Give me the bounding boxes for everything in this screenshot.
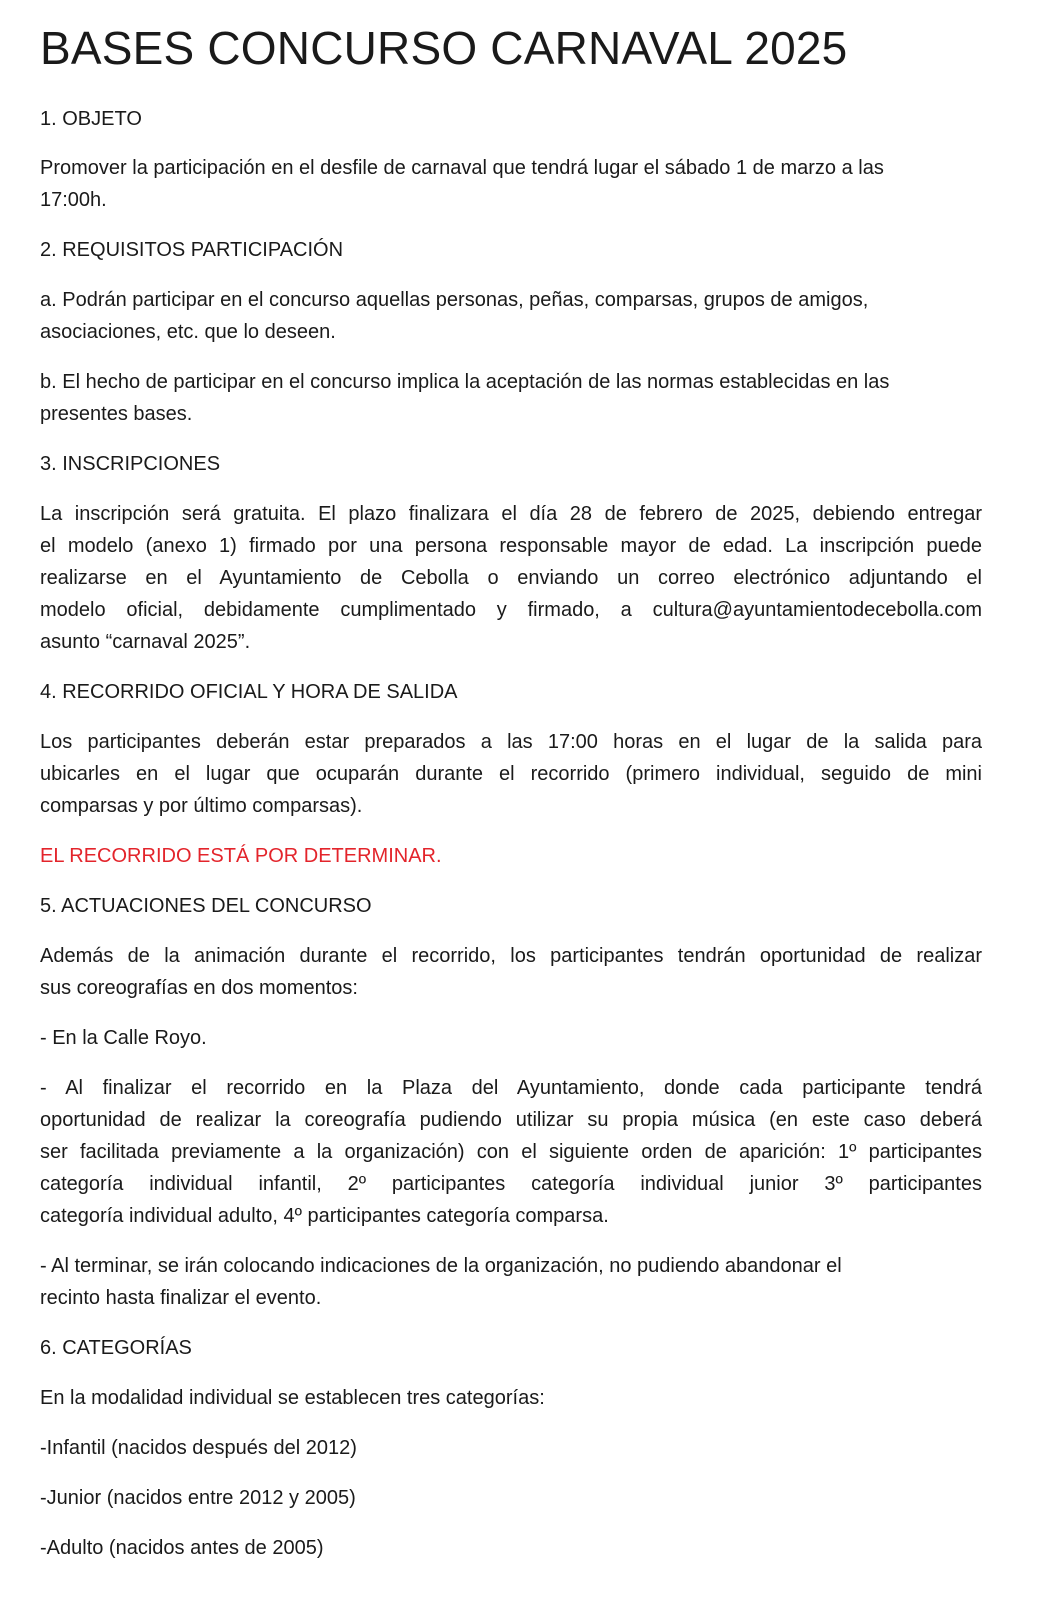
recorrido-line-3: comparsas y por último comparsas). (40, 795, 363, 817)
actuaciones-item-plaza-line-5: categoría individual adulto, 4º participantes categoría comparsa. (40, 1205, 609, 1227)
document-title: BASES CONCURSO CARNAVAL 2025 (40, 22, 848, 74)
actuaciones-item-terminar-line-2: recinto hasta finalizar el evento. (40, 1287, 322, 1309)
categoria-junior: -Junior (nacidos entre 2012 y 2005) (40, 1487, 356, 1509)
categoria-infantil: -Infantil (nacidos después del 2012) (40, 1437, 357, 1459)
requisito-a-line-2: asociaciones, etc. que lo deseen. (40, 321, 336, 343)
inscripciones-line-1: La inscripción será gratuita. El plazo finalizara el día 28 de febrero de 2025, debiendo entregar (40, 503, 982, 525)
inscripciones-line-3: realizarse en el Ayuntamiento de Cebolla o enviando un correo electrónico adjuntando el (40, 567, 982, 589)
categorias-intro: En la modalidad individual se establecen tres categorías: (40, 1387, 545, 1409)
recorrido-notice: EL RECORRIDO ESTÁ POR DETERMINAR. (40, 845, 442, 867)
objeto-text-line-1: Promover la participación en el desfile de carnaval que tendrá lugar el sábado 1 de marzo a las (40, 157, 884, 179)
inscripciones-line-4: modelo oficial, debidamente cumplimentado y firmado, a cultura@ayuntamientodecebolla.com (40, 599, 982, 621)
actuaciones-item-plaza-line-2: oportunidad de realizar la coreografía pudiendo utilizar su propia música (en este caso deberá (40, 1109, 982, 1131)
requisito-b-line-1: b. El hecho de participar en el concurso implica la aceptación de las normas establecidas en las (40, 371, 890, 393)
inscripciones-line-5: asunto “carnaval 2025”. (40, 631, 251, 653)
section-heading-actuaciones: 5. ACTUACIONES DEL CONCURSO (40, 895, 372, 917)
actuaciones-item-plaza-line-1: - Al finalizar el recorrido en la Plaza del Ayuntamiento, donde cada participante tendrá (40, 1077, 982, 1099)
section-heading-inscripciones: 3. INSCRIPCIONES (40, 453, 221, 475)
objeto-text-line-2: 17:00h. (40, 189, 107, 211)
recorrido-line-2: ubicarles en el lugar que ocuparán durante el recorrido (primero individual, seguido de mini (40, 763, 982, 785)
categoria-adulto: -Adulto (nacidos antes de 2005) (40, 1537, 324, 1559)
actuaciones-intro-line-2: sus coreografías en dos momentos: (40, 977, 358, 999)
actuaciones-item-terminar-line-1: - Al terminar, se irán colocando indicaciones de la organización, no pudiendo abandonar el (40, 1255, 842, 1277)
section-heading-requisitos: 2. REQUISITOS PARTICIPACIÓN (40, 239, 344, 261)
actuaciones-item-calle-royo: - En la Calle Royo. (40, 1027, 207, 1049)
section-heading-objeto: 1. OBJETO (40, 108, 142, 130)
section-heading-categorias: 6. CATEGORÍAS (40, 1337, 192, 1359)
actuaciones-intro-line-1: Además de la animación durante el recorrido, los participantes tendrán oportunidad de realizar (40, 945, 982, 967)
actuaciones-item-plaza-line-4: categoría individual infantil, 2º participantes categoría individual junior 3º participantes (40, 1173, 982, 1195)
inscripciones-line-2: el modelo (anexo 1) firmado por una persona responsable mayor de edad. La inscripción puede (40, 535, 982, 557)
section-heading-recorrido: 4. RECORRIDO OFICIAL Y HORA DE SALIDA (40, 681, 458, 703)
actuaciones-item-plaza-line-3: ser facilitada previamente a la organización) con el siguiente orden de aparición: 1º participantes (40, 1141, 982, 1163)
recorrido-line-1: Los participantes deberán estar preparados a las 17:00 horas en el lugar de la salida para (40, 731, 982, 753)
requisito-b-line-2: presentes bases. (40, 403, 193, 425)
requisito-a-line-1: a. Podrán participar en el concurso aquellas personas, peñas, comparsas, grupos de amigos, (40, 289, 869, 311)
